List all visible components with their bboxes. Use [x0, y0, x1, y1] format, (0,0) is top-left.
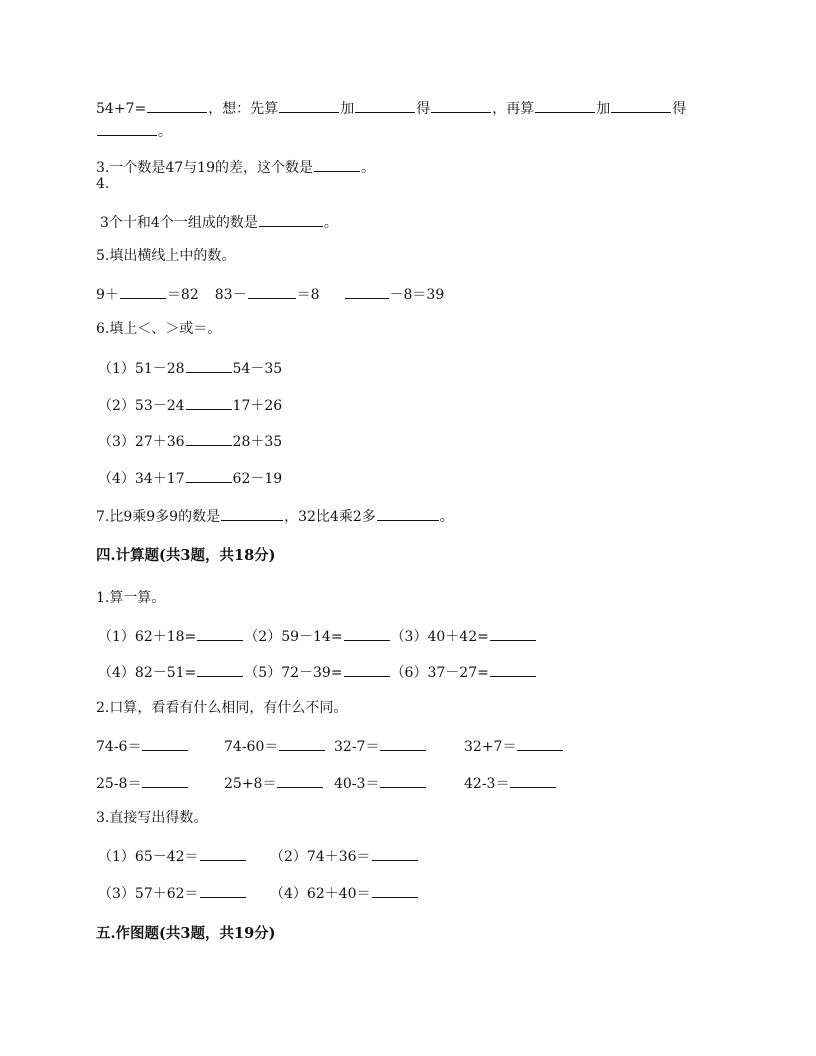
s4-q3-expr: （3）57＋62＝ — [98, 886, 199, 902]
q7-text-a: 7.比9乘9多9的数是 — [96, 509, 221, 525]
s4-q2-expr: 74-60＝ — [224, 739, 279, 755]
s4-q1-row1 — [98, 626, 537, 646]
section4-title: 四.计算题(共3题，共18分) — [96, 547, 276, 564]
s4-q2-blank[interactable] — [277, 773, 323, 788]
q2-text-e: ，再算 — [492, 101, 535, 117]
s4-q2-expr: 74-6＝ — [96, 739, 142, 755]
q6-item-right: 62－19 — [232, 471, 283, 487]
s4-q3-row1 — [98, 846, 419, 866]
s4-q3-title: 3.直接写出得数。 — [96, 810, 208, 826]
q7-blank-1[interactable] — [221, 506, 283, 521]
s4-q2-title: 2.口算，看看有什么相同，有什么不同。 — [96, 700, 348, 716]
q2-text-g: 得 — [672, 101, 687, 117]
s4-q2-expr: 32-7＝ — [334, 739, 380, 755]
q2-blank-3[interactable] — [355, 98, 415, 113]
s4-q1-row2 — [98, 662, 537, 682]
s4-q3-blank[interactable] — [372, 883, 418, 898]
s4-q2-expr: 25+8＝ — [224, 776, 277, 792]
q6-blank[interactable] — [186, 468, 232, 483]
q2-blank-2[interactable] — [279, 98, 339, 113]
q2-blank-1[interactable] — [147, 98, 207, 113]
q2-text-a: 54+7= — [96, 101, 147, 117]
q5-blank-a[interactable] — [120, 284, 166, 299]
q3-blank[interactable] — [314, 157, 360, 172]
q5-b-right: ＝8 — [296, 287, 320, 303]
q7-text-b: ，32比4乘2多 — [284, 509, 376, 525]
s4-q3-blank[interactable] — [200, 883, 246, 898]
q6-item — [98, 431, 282, 451]
q4-blank[interactable] — [259, 212, 323, 227]
q5-b-left: 83－ — [214, 287, 247, 303]
s4-q2-row2 — [96, 773, 557, 793]
q7-text-c: 。 — [439, 509, 454, 525]
s4-q2-blank[interactable] — [142, 736, 188, 751]
s4-q1-expr: （6）37－27= — [390, 665, 489, 681]
q4-end: 。 — [323, 215, 338, 231]
s4-q2-blank[interactable] — [279, 736, 325, 751]
q2-text-d: 得 — [416, 101, 431, 117]
q6-item-right: 17＋26 — [232, 398, 283, 414]
s4-q2-expr: 25-8＝ — [96, 776, 142, 792]
s4-q1-blank[interactable] — [490, 662, 536, 677]
q3-line — [96, 157, 375, 177]
s4-q1-blank[interactable] — [197, 626, 243, 641]
s4-q2-expr: 32+7＝ — [464, 739, 517, 755]
q2-text-b: ，想：先算 — [208, 101, 279, 117]
q5-title: 5.填出横线上中的数。 — [96, 248, 236, 264]
s4-q2-row1 — [96, 736, 564, 756]
s4-q1-expr: （2）59－14= — [244, 629, 343, 645]
s4-q1-title: 1.算一算。 — [96, 590, 166, 606]
s4-q2-blank[interactable] — [142, 773, 188, 788]
q2-line2 — [96, 121, 172, 141]
q7-blank-2[interactable] — [377, 506, 439, 521]
s4-q3-blank[interactable] — [372, 846, 418, 861]
q6-title: 6.填上＜、＞或＝。 — [96, 321, 222, 337]
q5-blank-b[interactable] — [248, 284, 296, 299]
q2-text-c: 加 — [340, 101, 355, 117]
q6-item-left: （4）34＋17 — [98, 471, 185, 487]
s4-q2-expr: 40-3＝ — [334, 776, 380, 792]
s4-q2-blank[interactable] — [380, 773, 426, 788]
s4-q1-blank[interactable] — [490, 626, 536, 641]
s4-q3-blank[interactable] — [200, 846, 246, 861]
s4-q1-expr: （5）72－39= — [244, 665, 343, 681]
q6-item-left: （3）27＋36 — [98, 434, 185, 450]
s4-q1-expr: （4）82－51= — [98, 665, 197, 681]
q2-line1 — [96, 98, 686, 118]
section5-title: 五.作图题(共3题，共19分) — [96, 925, 276, 942]
q2-text-f: 加 — [596, 101, 611, 117]
q5-a-right: ＝82 — [166, 287, 199, 303]
q2-blank-7[interactable] — [97, 121, 157, 136]
s4-q1-expr: （3）40＋42= — [390, 629, 489, 645]
s4-q1-blank[interactable] — [197, 662, 243, 677]
q6-item-left: （2）53－24 — [98, 398, 185, 414]
q6-blank[interactable] — [186, 395, 232, 410]
s4-q2-blank[interactable] — [517, 736, 563, 751]
s4-q2-blank[interactable] — [380, 736, 426, 751]
s4-q1-expr: （1）62＋18= — [98, 629, 197, 645]
s4-q1-blank[interactable] — [344, 626, 390, 641]
q6-item-right: 54－35 — [232, 361, 283, 377]
s4-q3-expr: （4）62＋40＝ — [270, 886, 371, 902]
q6-blank[interactable] — [186, 358, 232, 373]
q5-c-right: －8＝39 — [389, 287, 445, 303]
q2-blank-5[interactable] — [535, 98, 595, 113]
q2-line2-end: 。 — [158, 124, 172, 140]
q6-item — [98, 468, 282, 488]
q3-end: 。 — [361, 160, 375, 176]
q2-blank-6[interactable] — [611, 98, 671, 113]
q6-item-right: 28＋35 — [232, 434, 283, 450]
s4-q1-blank[interactable] — [344, 662, 390, 677]
s4-q3-row2 — [98, 883, 419, 903]
s4-q2-expr: 42-3＝ — [464, 776, 510, 792]
s4-q3-expr: （2）74＋36＝ — [270, 849, 371, 865]
q4-line — [100, 212, 338, 232]
q5-a-left: 9＋ — [96, 287, 119, 303]
s4-q3-expr: （1）65－42＝ — [98, 849, 199, 865]
q6-item — [98, 358, 282, 378]
q2-blank-4[interactable] — [431, 98, 491, 113]
q6-item — [98, 395, 282, 415]
q5-blank-c[interactable] — [345, 284, 389, 299]
q4-number: 4. — [96, 176, 110, 192]
q5-line — [96, 284, 444, 304]
q6-blank[interactable] — [186, 431, 232, 446]
q6-item-left: （1）51－28 — [98, 361, 185, 377]
q4-text: 3个十和4个一组成的数是 — [100, 215, 258, 231]
s4-q2-blank[interactable] — [510, 773, 556, 788]
q7-line — [96, 506, 454, 526]
q3-text: 3.一个数是47与19的差，这个数是 — [96, 160, 313, 176]
